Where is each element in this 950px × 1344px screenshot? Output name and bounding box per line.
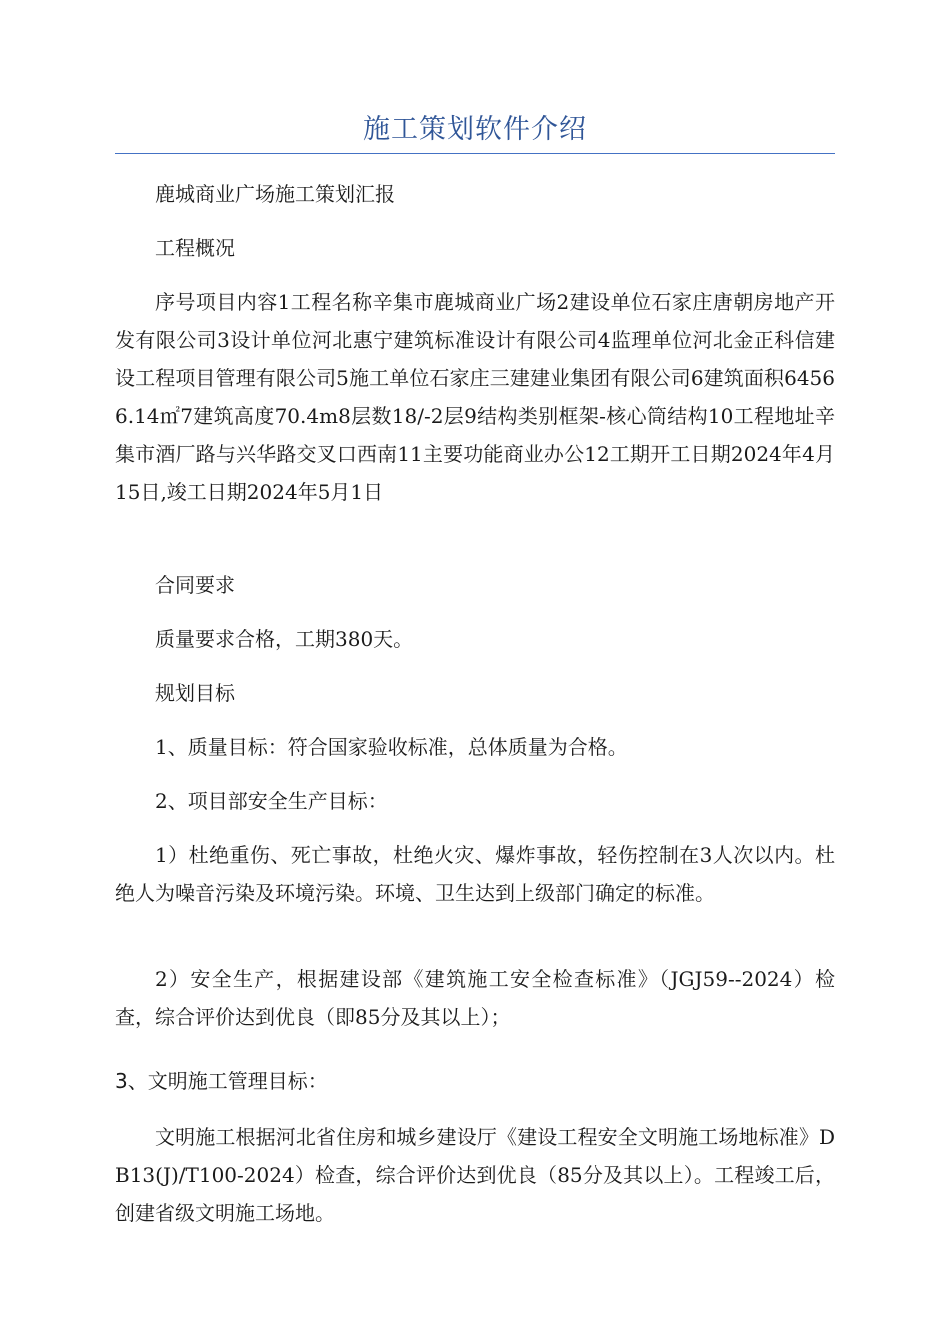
paragraph-report-title: 鹿城商业广场施工策划汇报 — [155, 182, 395, 206]
title-underline — [115, 153, 835, 154]
paragraph-safety-goal-2: 2）安全生产，根据建设部《建筑施工安全检查标准》（JGJ59--2024）检查，综合评价达到优良（即85分及其以上）； — [115, 967, 835, 1029]
paragraph-civilized-construction: 文明施工根据河北省住房和城乡建设厅《建设工程安全文明施工场地标准》DB13(J)/T100-2024）检查，综合评价达到优良（85分及其以上）。工程竣工后，创建省级文明施工场地。 — [115, 1125, 835, 1225]
heading-planning-goals: 规划目标 — [155, 681, 235, 705]
paragraph-contract-requirements: 质量要求合格，工期380天。 — [155, 627, 414, 651]
paragraph-safety-goal-heading: 2、项目部安全生产目标： — [155, 789, 388, 813]
heading-civilized-construction: 3、文明施工管理目标： — [115, 1069, 328, 1093]
paragraph-project-overview: 序号项目内容1工程名称辛集市鹿城商业广场2建设单位石家庄唐朝房地产开发有限公司3设计单位河北惠宁建筑标准设计有限公司4监理单位河北金正科信建设工程项目管理有限公司5施工单位石家庄三建建业集团有限公司6建筑面积64566.14㎡7建筑高度70.4m8层数18/-2层9结构类别框架-核心筒结构10工程地址辛集市酒厂路与兴华路交叉口西南11主要功能商业办公12工期开工日期2024年4月15日,竣工日期2024年5月1日 — [115, 290, 835, 504]
heading-contract-requirements: 合同要求 — [155, 573, 235, 597]
paragraph-quality-goal: 1、质量目标：符合国家验收标准，总体质量为合格。 — [155, 735, 628, 759]
document-title: 施工策划软件介绍 — [363, 114, 587, 145]
heading-project-overview: 工程概况 — [155, 236, 235, 260]
paragraph-safety-goal-1: 1）杜绝重伤、死亡事故，杜绝火灾、爆炸事故，轻伤控制在3人次以内。杜绝人为噪音污染及环境污染。环境、卫生达到上级部门确定的标准。 — [115, 843, 835, 905]
